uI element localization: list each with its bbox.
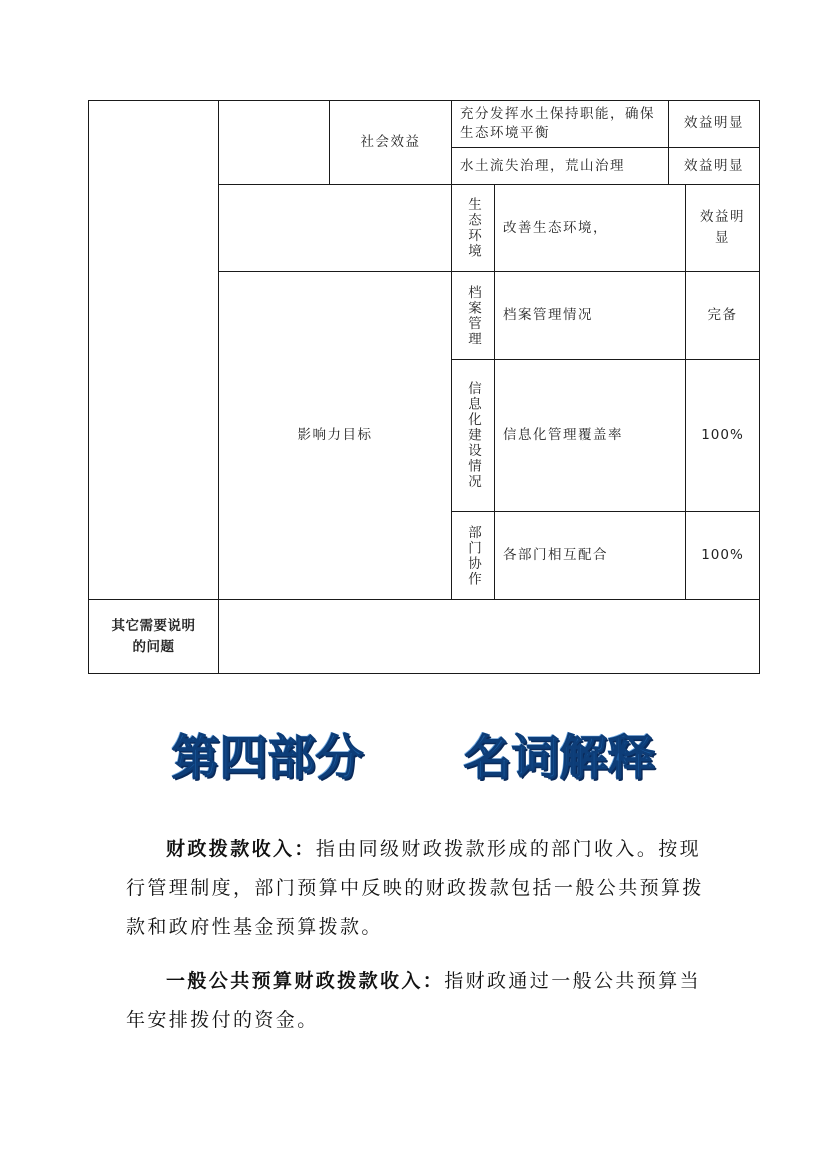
table-border-left [88, 100, 89, 674]
collaboration-indicator: 各部门相互配合 [503, 547, 608, 563]
social-benefit-label: 社会效益 [360, 133, 421, 150]
performance-table [88, 100, 760, 674]
archive-category: 档案管理 [465, 284, 481, 347]
section-part: 第四部分 [171, 729, 364, 786]
eco-value: 效益明显 [700, 209, 745, 246]
social-indicator-1: 充分发挥水土保持职能，确保生态环境平衡 [460, 105, 655, 141]
social-value-1: 效益明显 [684, 115, 744, 131]
influence-label: 影响力目标 [297, 427, 373, 443]
archive-indicator: 档案管理情况 [503, 307, 593, 323]
collaboration-category: 部门协作 [465, 524, 481, 587]
other-issues-value [219, 600, 759, 673]
table-border-right [759, 100, 760, 674]
definition-term: 一般公共预算财政拨款收入： [166, 970, 445, 992]
social-indicator-2: 水土流失治理，荒山治理 [460, 157, 625, 174]
collaboration-value: 100% [701, 547, 744, 563]
social-value-2: 效益明显 [684, 157, 744, 174]
eco-category: 生态环境 [465, 197, 481, 259]
archive-value: 完备 [707, 307, 738, 323]
definition-paragraph [126, 962, 706, 1040]
definition-text: 指财政通过一般公共预算当年安排拨付的资金。 [126, 970, 702, 1031]
definition-text: 指由同级财政拨款形成的部门收入。按现行管理制度，部门预算中反映的财政拨款包括一般公共预算拨款和政府性基金预算拨款。 [126, 838, 704, 938]
informatization-category: 信息化建设情况 [465, 381, 481, 490]
table-border-bottom [88, 673, 760, 674]
definition-paragraph [126, 830, 706, 947]
section-heading [0, 718, 827, 788]
section-title: 名词解释 [463, 729, 656, 786]
informatization-indicator: 信息化管理覆盖率 [503, 427, 623, 443]
other-issues-label: 其它需要说明的问题 [111, 617, 196, 655]
eco-indicator: 改善生态环境， [503, 219, 608, 236]
informatization-value: 100% [701, 427, 744, 443]
definition-term: 财政拨款收入： [166, 838, 316, 860]
